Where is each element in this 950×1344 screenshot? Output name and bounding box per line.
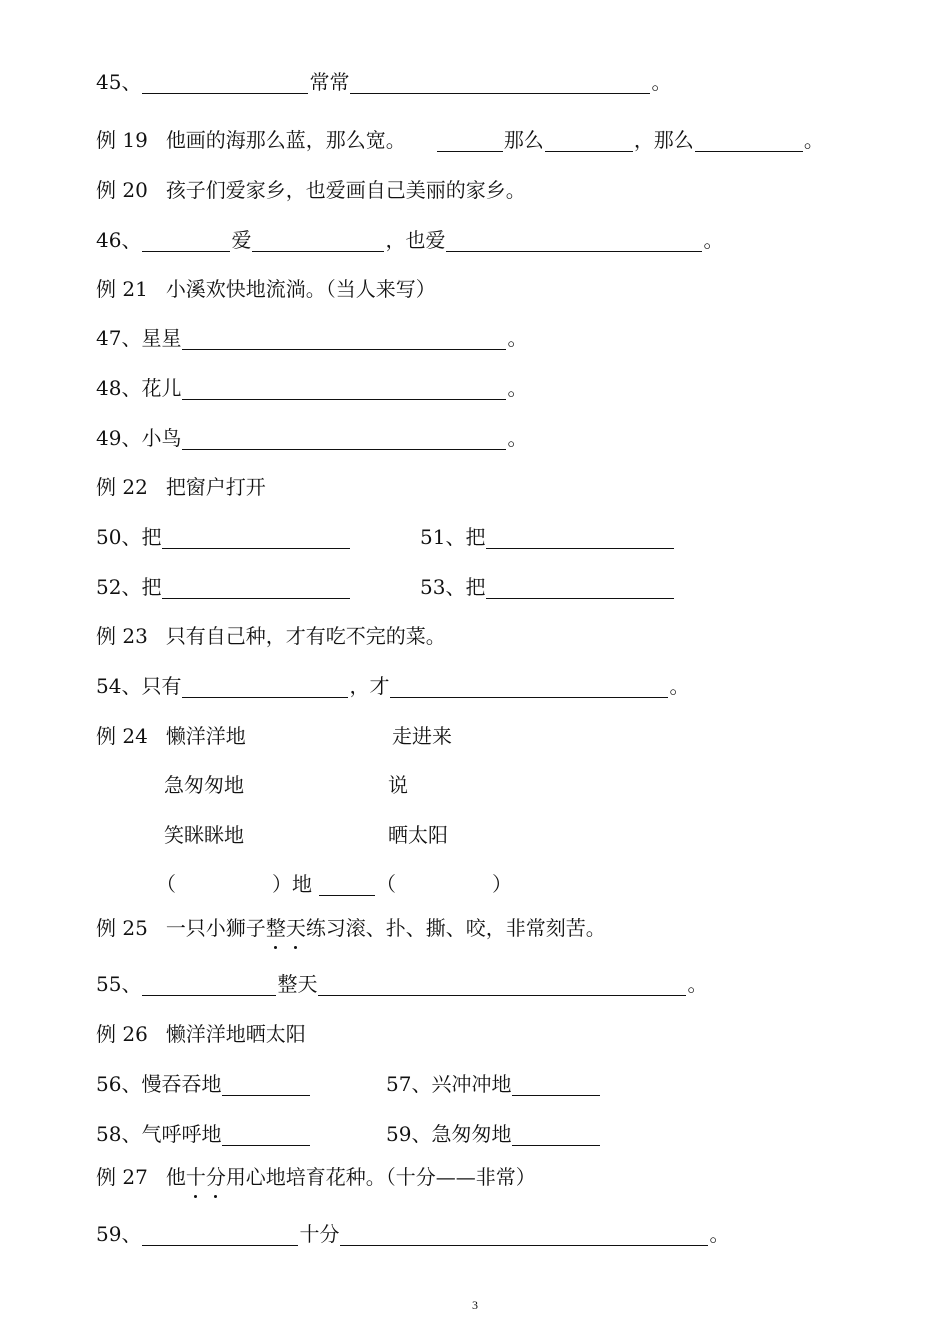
question-47 bbox=[96, 320, 527, 350]
question-number: 46、 bbox=[96, 228, 142, 252]
answer-blank[interactable] bbox=[486, 526, 674, 549]
question-49 bbox=[96, 420, 527, 450]
question-52 bbox=[96, 569, 351, 599]
answer-blank[interactable] bbox=[162, 576, 350, 599]
punctuation: 。 bbox=[507, 426, 528, 450]
bracket-open: （ bbox=[376, 872, 396, 896]
example-label: 例 22 bbox=[96, 475, 148, 499]
verb: 走进来 bbox=[392, 724, 452, 748]
answer-blank[interactable] bbox=[182, 427, 506, 450]
prompt-word: 慢吞吞地 bbox=[141, 1072, 222, 1096]
example-21 bbox=[96, 271, 436, 301]
question-45 bbox=[96, 64, 671, 94]
prompt-word: 只有 bbox=[141, 674, 182, 698]
question-number: 54、 bbox=[96, 674, 142, 698]
question-51 bbox=[420, 519, 675, 549]
verb: 说 bbox=[388, 773, 408, 797]
example-24-verb-3 bbox=[388, 817, 448, 847]
prompt-word: 小鸟 bbox=[141, 426, 182, 450]
example-label: 例 19 bbox=[96, 128, 148, 152]
example-label: 例 20 bbox=[96, 178, 148, 202]
answer-blank[interactable] bbox=[182, 675, 348, 698]
answer-blank[interactable] bbox=[390, 675, 668, 698]
example-24-row-1 bbox=[96, 718, 246, 748]
example-label: 例 25 bbox=[96, 916, 148, 940]
punctuation: 。 bbox=[803, 128, 824, 152]
example-24-verb-1 bbox=[392, 718, 452, 748]
question-54 bbox=[96, 668, 689, 698]
answer-blank[interactable] bbox=[695, 129, 803, 152]
punctuation: 。 bbox=[709, 1222, 730, 1246]
question-number: 56、 bbox=[96, 1072, 142, 1096]
question-48 bbox=[96, 370, 527, 400]
question-number: 53、 bbox=[420, 575, 466, 599]
question-number: 52、 bbox=[96, 575, 142, 599]
answer-blank[interactable] bbox=[437, 129, 503, 152]
example-26 bbox=[96, 1016, 306, 1046]
verb: 晒太阳 bbox=[388, 823, 448, 847]
example-25 bbox=[96, 910, 606, 940]
prompt-word: 把 bbox=[465, 575, 486, 599]
adverb: 懒洋洋地 bbox=[165, 724, 246, 748]
question-50 bbox=[96, 519, 351, 549]
answer-blank[interactable] bbox=[142, 229, 230, 252]
question-56 bbox=[96, 1066, 311, 1096]
example-label: 例 27 bbox=[96, 1165, 148, 1189]
punctuation: 。 bbox=[507, 326, 528, 350]
question-57 bbox=[386, 1066, 601, 1096]
question-59a bbox=[386, 1116, 601, 1146]
answer-blank[interactable] bbox=[222, 1123, 310, 1146]
answer-blank[interactable] bbox=[142, 1223, 298, 1246]
example-23 bbox=[96, 618, 446, 648]
example-text: 他画的海那么蓝，那么宽。 bbox=[165, 128, 406, 152]
answer-blank[interactable] bbox=[319, 873, 375, 896]
example-19 bbox=[96, 122, 824, 152]
punctuation: 。 bbox=[703, 228, 724, 252]
example-text: 他 bbox=[165, 1165, 186, 1189]
example-24-row-2 bbox=[164, 767, 244, 797]
example-label: 例 24 bbox=[96, 724, 148, 748]
answer-blank[interactable] bbox=[340, 1223, 708, 1246]
question-53 bbox=[420, 569, 675, 599]
prompt-word: ，那么 bbox=[633, 128, 694, 152]
page-number: 3 bbox=[472, 1298, 478, 1312]
question-number: 45、 bbox=[96, 70, 142, 94]
example-22 bbox=[96, 469, 266, 499]
example-text: 一只小狮子 bbox=[165, 916, 266, 940]
punctuation: 。 bbox=[507, 376, 528, 400]
prompt-word: 把 bbox=[141, 575, 162, 599]
prompt-word: ，才 bbox=[349, 674, 390, 698]
example-20 bbox=[96, 172, 526, 202]
question-55 bbox=[96, 966, 707, 996]
prompt-word: 星星 bbox=[141, 326, 182, 350]
question-59b bbox=[96, 1216, 729, 1246]
example-label: 例 21 bbox=[96, 277, 148, 301]
emphasis-dotted-char: 分 bbox=[205, 1165, 226, 1189]
question-number: 51、 bbox=[420, 525, 466, 549]
question-number: 49、 bbox=[96, 426, 142, 450]
answer-blank[interactable] bbox=[222, 1073, 310, 1096]
answer-blank[interactable] bbox=[182, 327, 506, 350]
emphasis-dotted-char: 天 bbox=[285, 916, 306, 940]
question-number: 50、 bbox=[96, 525, 142, 549]
adverb: 笑眯眯地 bbox=[164, 823, 244, 847]
example-text: 用心地培育花种。（十分——非常） bbox=[225, 1165, 536, 1189]
answer-blank[interactable] bbox=[182, 377, 506, 400]
question-number: 47、 bbox=[96, 326, 142, 350]
bracket-open: （ bbox=[156, 872, 176, 896]
answer-blank[interactable] bbox=[350, 71, 650, 94]
prompt-word: 那么 bbox=[503, 128, 544, 152]
emphasis-dotted-char: 整 bbox=[265, 916, 286, 940]
example-text: 练习滚、扑、撕、咬，非常刻苦。 bbox=[305, 916, 606, 940]
prompt-word: 把 bbox=[141, 525, 162, 549]
answer-blank[interactable] bbox=[512, 1073, 600, 1096]
bracket-close: ） bbox=[492, 872, 512, 896]
answer-blank[interactable] bbox=[142, 71, 308, 94]
prompt-word: ，也爱 bbox=[385, 228, 446, 252]
question-number: 48、 bbox=[96, 376, 142, 400]
answer-blank[interactable] bbox=[318, 973, 686, 996]
prompt-word: 十分 bbox=[299, 1222, 340, 1246]
prompt-word: 兴冲冲地 bbox=[431, 1072, 512, 1096]
example-24-row-3 bbox=[164, 817, 244, 847]
question-number: 59、 bbox=[96, 1222, 142, 1246]
punctuation: 。 bbox=[651, 70, 672, 94]
prompt-word: 气呼呼地 bbox=[141, 1122, 222, 1146]
bracket-close-di: ）地 bbox=[272, 872, 312, 896]
prompt-word: 爱 bbox=[231, 228, 252, 252]
example-24-pattern bbox=[156, 866, 512, 896]
example-text: 孩子们爱家乡，也爱画自己美丽的家乡。 bbox=[165, 178, 526, 202]
prompt-word: 常常 bbox=[309, 70, 350, 94]
answer-blank[interactable] bbox=[162, 526, 350, 549]
question-58 bbox=[96, 1116, 311, 1146]
example-27 bbox=[96, 1159, 536, 1189]
example-text: 把窗户打开 bbox=[165, 475, 266, 499]
prompt-word: 花儿 bbox=[141, 376, 182, 400]
punctuation: 。 bbox=[669, 674, 690, 698]
example-label: 例 23 bbox=[96, 624, 148, 648]
answer-blank[interactable] bbox=[545, 129, 633, 152]
prompt-word: 整天 bbox=[277, 972, 318, 996]
question-number: 59、 bbox=[386, 1122, 432, 1146]
answer-blank[interactable] bbox=[486, 576, 674, 599]
punctuation: 。 bbox=[687, 972, 708, 996]
emphasis-dotted-char: 十 bbox=[185, 1165, 206, 1189]
example-text: 小溪欢快地流淌。（当人来写） bbox=[165, 277, 436, 301]
answer-blank[interactable] bbox=[142, 973, 276, 996]
question-number: 57、 bbox=[386, 1072, 432, 1096]
question-number: 55、 bbox=[96, 972, 142, 996]
example-24-verb-2 bbox=[388, 767, 408, 797]
answer-blank[interactable] bbox=[252, 229, 384, 252]
example-text: 懒洋洋地晒太阳 bbox=[165, 1022, 306, 1046]
adverb: 急匆匆地 bbox=[164, 773, 244, 797]
example-text: 只有自己种，才有吃不完的菜。 bbox=[165, 624, 446, 648]
question-46 bbox=[96, 222, 723, 252]
answer-blank[interactable] bbox=[446, 229, 702, 252]
prompt-word: 急匆匆地 bbox=[431, 1122, 512, 1146]
question-number: 58、 bbox=[96, 1122, 142, 1146]
prompt-word: 把 bbox=[465, 525, 486, 549]
example-label: 例 26 bbox=[96, 1022, 148, 1046]
answer-blank[interactable] bbox=[512, 1123, 600, 1146]
